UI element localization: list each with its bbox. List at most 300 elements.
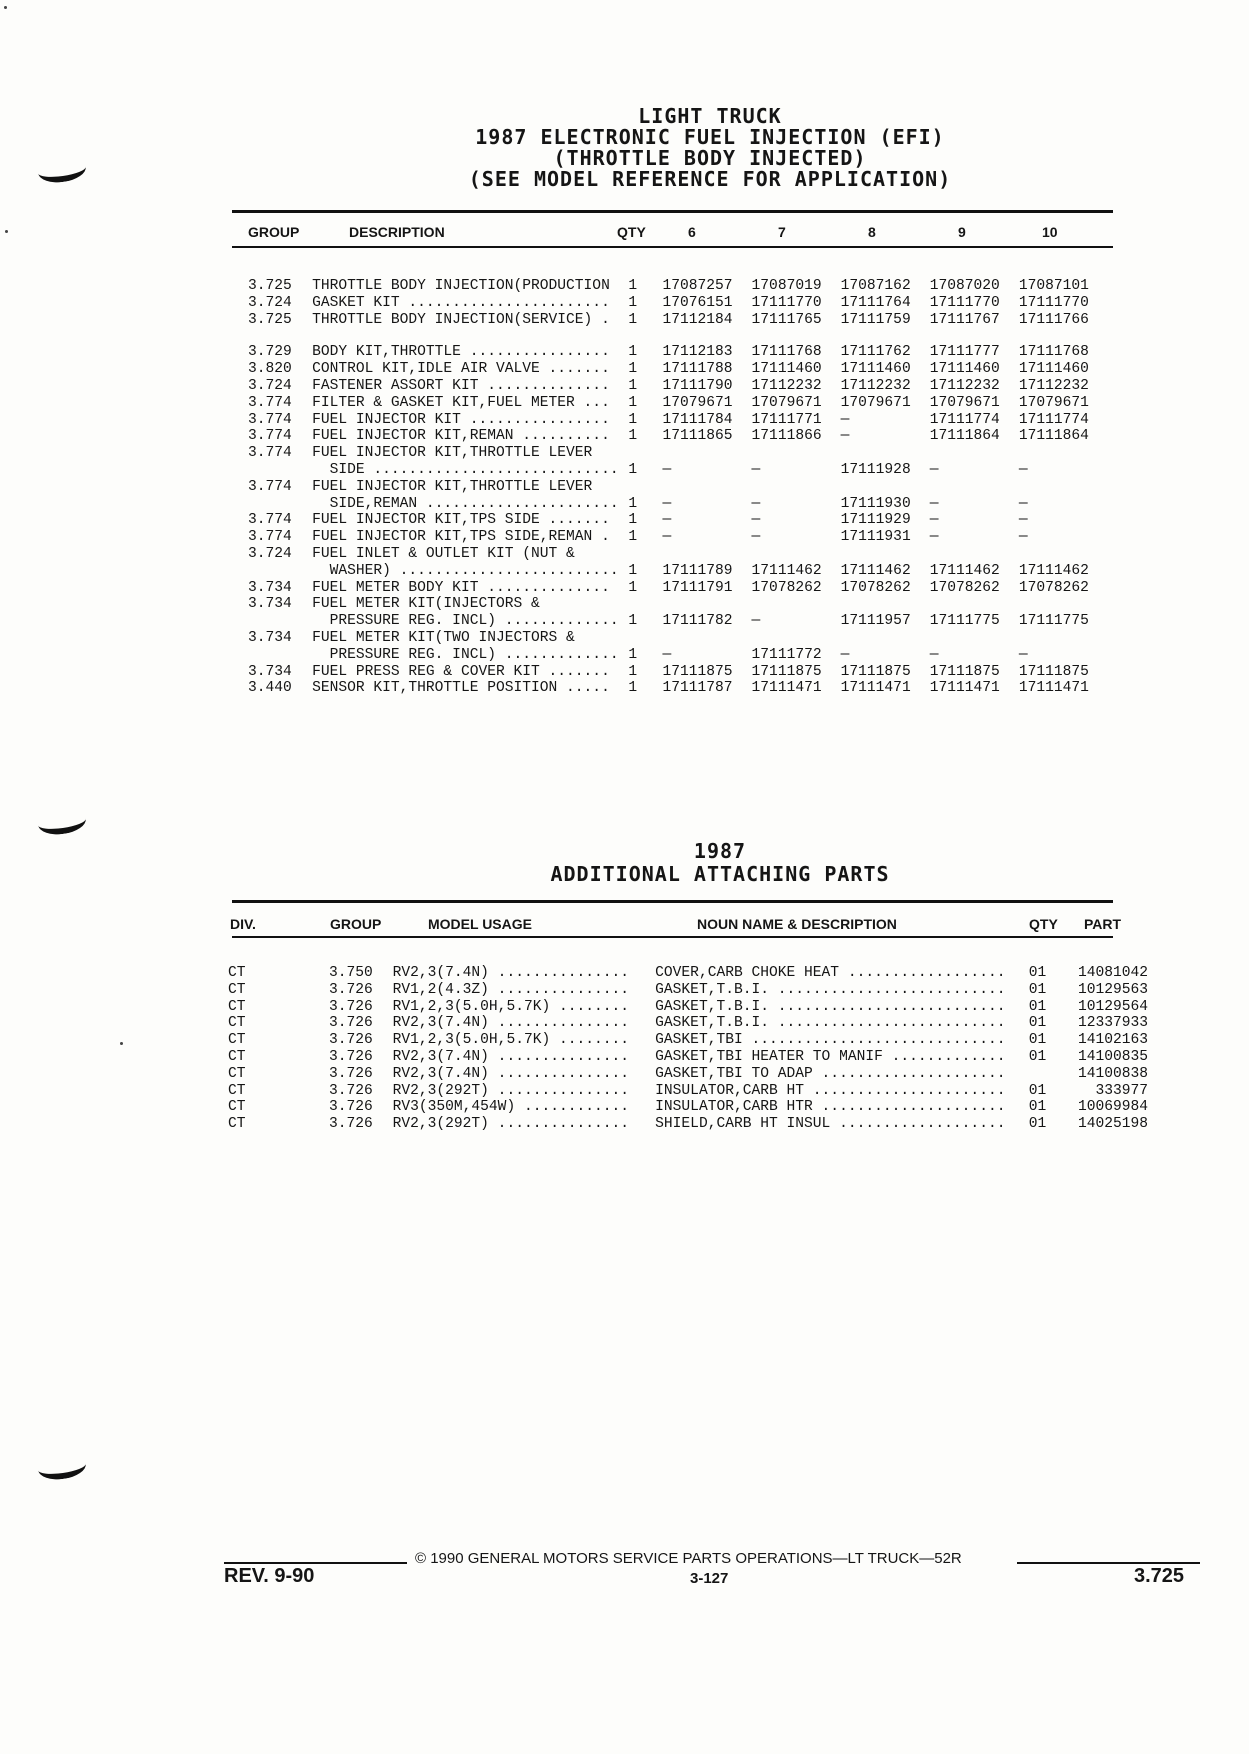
cell-part-6 xyxy=(662,546,751,563)
cell-part: 333977 xyxy=(1095,1082,1148,1099)
cell-part-8: 17078262 xyxy=(840,579,911,596)
cell-part: 14100835 xyxy=(1077,1048,1148,1065)
cell-part-8: 17111931 xyxy=(840,529,911,546)
cell-part-9: 17087020 xyxy=(929,278,1000,294)
cell-part-7: 17111875 xyxy=(751,663,822,680)
cell-description: FILTER & GASKET KIT,FUEL METER ... xyxy=(312,394,610,411)
cell-div: CT xyxy=(228,1082,246,1099)
cell-part-8: 17112232 xyxy=(840,377,911,394)
cell-part-10: — xyxy=(1018,646,1028,663)
cell-qty xyxy=(628,328,662,344)
cell-part: 10069984 xyxy=(1077,1099,1148,1116)
cell-description: PRESSURE REG. INCL) ............. xyxy=(312,646,619,663)
cell-part-10: 17111770 xyxy=(1018,294,1089,311)
cell-part-9 xyxy=(930,479,1019,496)
table-row xyxy=(248,647,1108,664)
cell-part: 14102163 xyxy=(1077,1032,1148,1049)
table-row xyxy=(248,445,1108,462)
cell-part-7: 17111462 xyxy=(751,562,822,579)
cell-part-10: 17111864 xyxy=(1018,428,1089,445)
cell-part-9: 17111864 xyxy=(929,428,1000,445)
cell-qty: 1 xyxy=(628,278,638,294)
cell-part-6: 17111791 xyxy=(662,579,733,596)
table-row xyxy=(228,1049,1148,1066)
cell-part-7 xyxy=(752,328,841,344)
table-row xyxy=(248,512,1108,529)
cell-part-7: 17111770 xyxy=(751,294,822,311)
cell-part-9: 17111777 xyxy=(929,344,1000,361)
cell-group: 3.774 xyxy=(248,445,292,462)
cell-qty: 1 xyxy=(628,394,638,411)
cell-part-8 xyxy=(841,546,930,563)
cell-part: 14081042 xyxy=(1077,965,1148,981)
cell-part-8: 17111460 xyxy=(840,361,911,378)
cell-group: 3.725 xyxy=(248,311,292,328)
cell-part-9 xyxy=(930,596,1019,613)
cell-div: CT xyxy=(228,1032,246,1049)
table-row xyxy=(248,580,1108,597)
attach-year: 1987 xyxy=(693,839,747,863)
cell-part-8 xyxy=(841,445,930,462)
cell-description: CONTROL KIT,IDLE AIR VALVE ....... xyxy=(312,361,610,378)
cell-div: CT xyxy=(228,1048,246,1065)
cell-part-8: 17111929 xyxy=(840,512,911,529)
cell-model-usage: RV1,2,3(5.0H,5.7K) ........ xyxy=(392,998,630,1015)
cell-qty: 01 xyxy=(1028,998,1047,1015)
table-row xyxy=(248,680,1108,697)
cell-group: 3.726 xyxy=(328,1082,373,1099)
cell-part-7: — xyxy=(751,613,761,630)
col-header-9: 9 xyxy=(958,224,966,240)
binder-hole-mark xyxy=(37,807,88,837)
cell-part-6: 17111787 xyxy=(662,680,733,697)
speck xyxy=(5,230,8,233)
table-header-rule xyxy=(232,246,1113,248)
cell-group: 3.820 xyxy=(248,361,292,378)
header-line-4: (SEE MODEL REFERENCE FOR APPLICATION) xyxy=(468,167,952,191)
cell-qty: 01 xyxy=(1028,965,1047,981)
cell-part-6: — xyxy=(662,646,672,663)
cell-part-7: — xyxy=(751,495,761,512)
cell-part-10: — xyxy=(1018,512,1028,529)
cell-part-7: 17111772 xyxy=(751,646,822,663)
cell-part-9: — xyxy=(929,512,939,529)
cell-description: SIDE,REMAN ...................... xyxy=(312,495,619,512)
table-row xyxy=(228,1032,1148,1049)
cell-noun: GASKET,TBI ............................. xyxy=(655,1032,1006,1049)
cell-group: 3.726 xyxy=(328,1065,373,1082)
cell-part-10: 17111462 xyxy=(1018,562,1089,579)
cell-group: 3.734 xyxy=(248,579,292,596)
cell-part-6: 17076151 xyxy=(662,294,733,311)
speck xyxy=(4,6,7,9)
footer-copyright: © 1990 GENERAL MOTORS SERVICE PARTS OPERATIONS—LT TRUCK—52R xyxy=(415,1550,962,1567)
table-row xyxy=(248,295,1108,312)
cell-group: 3.440 xyxy=(248,680,292,697)
cell-part-9 xyxy=(930,546,1019,563)
cell-noun: INSULATOR,CARB HTR ..................... xyxy=(655,1099,1006,1116)
cell-group: 3.734 xyxy=(248,663,292,680)
table-row xyxy=(248,328,1108,344)
cell-part-8 xyxy=(841,596,930,613)
cell-part-9: 17111875 xyxy=(929,663,1000,680)
cell-div: CT xyxy=(228,1099,246,1116)
cell-qty: 1 xyxy=(628,294,638,311)
cell-part-6: 17112184 xyxy=(662,311,733,328)
table-row xyxy=(248,378,1108,395)
cell-description: THROTTLE BODY INJECTION(SERVICE) . xyxy=(312,311,610,328)
cell-model-usage: RV2,3(7.4N) ............... xyxy=(392,1015,630,1032)
cell-part-8: 17111764 xyxy=(840,294,911,311)
attach-header-rule xyxy=(232,936,1113,938)
cell-part-8: 17111957 xyxy=(840,613,911,630)
col-header-model-usage: MODEL USAGE xyxy=(428,916,532,932)
cell-part-10: 17112232 xyxy=(1018,377,1089,394)
cell-part-8: 17111875 xyxy=(840,663,911,680)
cell-part-9: 17111774 xyxy=(929,411,1000,428)
cell-part-8: 17079671 xyxy=(840,394,911,411)
cell-description: FUEL INJECTOR KIT,TPS SIDE ....... xyxy=(312,512,610,529)
cell-part: 10129563 xyxy=(1077,981,1148,998)
attach-table xyxy=(228,965,1148,1133)
cell-qty: 1 xyxy=(628,344,638,361)
col-header-group: GROUP xyxy=(248,224,300,240)
cell-group: 3.734 xyxy=(248,629,292,646)
col-header-qty: QTY xyxy=(617,224,646,240)
cell-part-7: — xyxy=(751,461,761,478)
cell-qty xyxy=(628,546,662,563)
cell-model-usage: RV2,3(7.4N) ............... xyxy=(392,1065,630,1082)
table-row xyxy=(248,278,1108,295)
cell-part-9: 17112232 xyxy=(929,377,1000,394)
cell-description: FUEL METER KIT(TWO INJECTORS & xyxy=(312,629,575,646)
cell-part-9: 17111471 xyxy=(929,680,1000,697)
cell-part-8: 17111471 xyxy=(840,680,911,697)
cell-qty: 1 xyxy=(628,495,638,512)
binder-hole-mark xyxy=(37,1452,88,1482)
cell-qty xyxy=(628,479,662,496)
cell-part-7: — xyxy=(751,512,761,529)
col-header-noun: NOUN NAME & DESCRIPTION xyxy=(697,916,897,932)
cell-qty: 01 xyxy=(1028,1099,1047,1116)
cell-part-6 xyxy=(662,630,751,647)
cell-div: CT xyxy=(228,965,246,981)
cell-group xyxy=(248,328,312,344)
cell-noun: GASKET,T.B.I. .......................... xyxy=(655,998,1006,1015)
cell-part-7: 17078262 xyxy=(751,579,822,596)
cell-noun: GASKET,T.B.I. .......................... xyxy=(655,1015,1006,1032)
cell-group: 3.750 xyxy=(328,965,373,981)
cell-group: 3.726 xyxy=(328,1032,373,1049)
table-row xyxy=(228,1066,1148,1083)
cell-part-9: — xyxy=(929,461,939,478)
cell-qty: 1 xyxy=(628,377,638,394)
table-row xyxy=(248,613,1108,630)
table-row xyxy=(228,999,1148,1016)
cell-part-6: 17111790 xyxy=(662,377,733,394)
cell-group: 3.774 xyxy=(248,512,292,529)
cell-group: 3.774 xyxy=(248,411,292,428)
cell-part-6: — xyxy=(662,529,672,546)
cell-part-7: 17087019 xyxy=(751,278,822,294)
table-row xyxy=(248,546,1108,563)
cell-qty: 01 xyxy=(1028,1032,1047,1049)
binder-hole-mark xyxy=(37,155,88,185)
cell-part-9: 17111770 xyxy=(929,294,1000,311)
col-header-6: 6 xyxy=(688,224,696,240)
cell-description: SENSOR KIT,THROTTLE POSITION ..... xyxy=(312,680,610,697)
table-top-rule xyxy=(232,210,1113,213)
cell-part-10 xyxy=(1019,596,1108,613)
cell-model-usage: RV1,2,3(5.0H,5.7K) ........ xyxy=(392,1032,630,1049)
table-row xyxy=(248,596,1108,613)
cell-qty: 01 xyxy=(1028,981,1047,998)
col-header-8: 8 xyxy=(868,224,876,240)
table-row xyxy=(248,428,1108,445)
cell-group xyxy=(248,496,312,513)
table-row xyxy=(248,664,1108,681)
cell-part-10: 17111875 xyxy=(1018,663,1089,680)
col-header-qty2: QTY xyxy=(1029,916,1058,932)
cell-description: BODY KIT,THROTTLE ................ xyxy=(312,344,610,361)
cell-part-9: — xyxy=(929,495,939,512)
cell-part-10: 17078262 xyxy=(1018,579,1089,596)
cell-part-10 xyxy=(1019,546,1108,563)
cell-part-9 xyxy=(930,445,1019,462)
cell-part-10: 17111774 xyxy=(1018,411,1089,428)
cell-part-10: 17111471 xyxy=(1018,680,1089,697)
col-header-div: DIV. xyxy=(230,916,256,932)
cell-part-7 xyxy=(752,630,841,647)
cell-qty: 01 xyxy=(1028,1082,1047,1099)
cell-description: FUEL INJECTOR KIT,TPS SIDE,REMAN . xyxy=(312,529,610,546)
cell-part-10: 17087101 xyxy=(1018,278,1089,294)
cell-group xyxy=(248,563,312,580)
attach-title xyxy=(400,840,1040,886)
cell-part-8: 17111928 xyxy=(840,461,911,478)
cell-qty: 01 xyxy=(1028,1116,1047,1133)
cell-part-10 xyxy=(1019,445,1108,462)
cell-qty: 1 xyxy=(628,663,638,680)
cell-description: FUEL INJECTOR KIT,THROTTLE LEVER xyxy=(312,478,593,495)
cell-part: 14100838 xyxy=(1077,1065,1148,1082)
cell-part-7: 17111768 xyxy=(751,344,822,361)
cell-part-9: — xyxy=(929,646,939,663)
cell-div: CT xyxy=(228,1116,246,1133)
cell-part-6: 17112183 xyxy=(662,344,733,361)
cell-description: FUEL INJECTOR KIT,REMAN .......... xyxy=(312,428,610,445)
cell-part-6: 17087257 xyxy=(662,278,733,294)
attach-top-rule xyxy=(232,900,1113,903)
cell-model-usage: RV3(350M,454W) ............ xyxy=(392,1099,630,1116)
cell-part-9: 17111460 xyxy=(929,361,1000,378)
cell-description: FUEL METER KIT(INJECTORS & xyxy=(312,596,540,613)
cell-qty xyxy=(1029,1066,1067,1083)
cell-group: 3.726 xyxy=(328,1116,373,1133)
cell-part-9 xyxy=(930,630,1019,647)
cell-part-8: 17111759 xyxy=(840,311,911,328)
cell-part-9: — xyxy=(929,529,939,546)
table-row xyxy=(248,361,1108,378)
cell-part-8 xyxy=(841,630,930,647)
table-row xyxy=(228,1099,1148,1116)
table-row xyxy=(248,344,1108,361)
cell-qty: 1 xyxy=(628,579,638,596)
cell-group: 3.724 xyxy=(248,545,292,562)
cell-part-8: — xyxy=(840,411,850,428)
cell-group: 3.724 xyxy=(248,294,292,311)
cell-qty: 1 xyxy=(628,428,638,445)
cell-part-6: 17111788 xyxy=(662,361,733,378)
cell-part-10: — xyxy=(1018,529,1028,546)
table-row xyxy=(228,1116,1148,1133)
cell-qty xyxy=(628,445,662,462)
cell-noun: GASKET,TBI TO ADAP ..................... xyxy=(655,1065,1006,1082)
cell-part-9: 17078262 xyxy=(929,579,1000,596)
table-row xyxy=(248,395,1108,412)
cell-div: CT xyxy=(228,1015,246,1032)
cell-qty: 1 xyxy=(628,562,638,579)
page-number: 3-127 xyxy=(690,1570,729,1587)
cell-description: FUEL INJECTOR KIT ................ xyxy=(312,411,610,428)
cell-part-10: 17111768 xyxy=(1018,344,1089,361)
cell-group: 3.729 xyxy=(248,344,292,361)
cell-description: WASHER) ......................... xyxy=(312,562,619,579)
cell-part-6 xyxy=(662,479,751,496)
table-row xyxy=(248,462,1108,479)
cell-description xyxy=(312,328,628,344)
cell-part-7 xyxy=(752,596,841,613)
cell-qty: 01 xyxy=(1028,1015,1047,1032)
table-row xyxy=(248,563,1108,580)
cell-group: 3.724 xyxy=(248,377,292,394)
cell-part-10: — xyxy=(1018,495,1028,512)
parts-table xyxy=(248,278,1108,697)
section-number: 3.725 xyxy=(1134,1565,1185,1587)
cell-description: SIDE ............................ xyxy=(312,461,619,478)
page-header xyxy=(360,106,1060,190)
cell-model-usage: RV2,3(7.4N) ............... xyxy=(392,965,630,981)
cell-group: 3.726 xyxy=(328,1048,373,1065)
cell-part-7: — xyxy=(751,529,761,546)
cell-qty: 1 xyxy=(628,646,638,663)
cell-group: 3.774 xyxy=(248,529,292,546)
cell-part-6 xyxy=(662,328,751,344)
cell-description: FUEL INJECTOR KIT,THROTTLE LEVER xyxy=(312,445,593,462)
footer-rule-right xyxy=(1017,1562,1200,1564)
cell-qty: 1 xyxy=(628,411,638,428)
cell-div: CT xyxy=(228,981,246,998)
table-row xyxy=(248,479,1108,496)
cell-div: CT xyxy=(228,1065,246,1082)
cell-part: 12337933 xyxy=(1077,1015,1148,1032)
cell-group xyxy=(248,462,312,479)
table-row xyxy=(248,312,1108,329)
cell-part-7 xyxy=(752,445,841,462)
cell-qty: 1 xyxy=(628,361,638,378)
cell-part-7: 17111765 xyxy=(751,311,822,328)
cell-part-8: 17087162 xyxy=(840,278,911,294)
cell-part-6: — xyxy=(662,495,672,512)
cell-group: 3.726 xyxy=(328,998,373,1015)
cell-group: 3.734 xyxy=(248,596,292,613)
cell-part-6 xyxy=(662,596,751,613)
attach-heading: ADDITIONAL ATTACHING PARTS xyxy=(550,862,890,886)
col-header-7: 7 xyxy=(778,224,786,240)
col-header-part: PART xyxy=(1084,916,1122,932)
cell-part-10: 17079671 xyxy=(1018,394,1089,411)
cell-qty: 1 xyxy=(628,512,638,529)
cell-part-7 xyxy=(752,479,841,496)
cell-noun: GASKET,TBI HEATER TO MANIF ............. xyxy=(655,1048,1006,1065)
cell-noun: GASKET,T.B.I. .......................... xyxy=(655,981,1006,998)
cell-part-6: 17111784 xyxy=(662,411,733,428)
cell-description: PRESSURE REG. INCL) ............. xyxy=(312,613,619,630)
cell-part-10 xyxy=(1019,328,1108,344)
cell-part-6 xyxy=(662,445,751,462)
cell-part-9: 17111462 xyxy=(929,562,1000,579)
cell-part-8: 17111462 xyxy=(840,562,911,579)
col-header-description: DESCRIPTION xyxy=(349,224,445,240)
col-header-10: 10 xyxy=(1042,224,1058,240)
cell-part-8: — xyxy=(840,646,850,663)
table-row xyxy=(228,1015,1148,1032)
cell-group xyxy=(248,647,312,664)
cell-qty: 1 xyxy=(628,529,638,546)
table-row xyxy=(248,529,1108,546)
cell-part-8: — xyxy=(840,428,850,445)
cell-part-9: 17111775 xyxy=(929,613,1000,630)
cell-group: 3.774 xyxy=(248,478,292,495)
cell-description: FUEL INLET & OUTLET KIT (NUT & xyxy=(312,545,575,562)
cell-model-usage: RV2,3(292T) ............... xyxy=(392,1116,630,1133)
header-line-1: LIGHT TRUCK xyxy=(638,104,782,128)
cell-qty: 1 xyxy=(628,613,638,630)
col-header-group2: GROUP xyxy=(330,916,382,932)
table-row xyxy=(228,982,1148,999)
cell-part-10 xyxy=(1019,479,1108,496)
cell-model-usage: RV1,2(4.3Z) ............... xyxy=(392,981,630,998)
cell-part-6: 17111789 xyxy=(662,562,733,579)
cell-group: 3.726 xyxy=(328,1015,373,1032)
cell-part-10: 17111775 xyxy=(1018,613,1089,630)
cell-part-10: 17111460 xyxy=(1018,361,1089,378)
footer-rule-left xyxy=(224,1562,407,1564)
cell-group: 3.774 xyxy=(248,428,292,445)
cell-qty xyxy=(628,596,662,613)
cell-part-8: 17111930 xyxy=(840,495,911,512)
cell-description: FUEL METER BODY KIT .............. xyxy=(312,579,610,596)
cell-part-7: 17111771 xyxy=(751,411,822,428)
cell-part-8 xyxy=(841,328,930,344)
cell-part-7: 17111460 xyxy=(751,361,822,378)
cell-part-6: — xyxy=(662,512,672,529)
cell-part-6: 17111865 xyxy=(662,428,733,445)
cell-qty: 1 xyxy=(628,461,638,478)
table-row xyxy=(248,496,1108,513)
cell-part-8 xyxy=(841,479,930,496)
cell-part-7: 17111471 xyxy=(751,680,822,697)
cell-group: 3.774 xyxy=(248,394,292,411)
cell-part-7: 17112232 xyxy=(751,377,822,394)
header-line-2: 1987 ELECTRONIC FUEL INJECTION (EFI) xyxy=(475,125,945,149)
cell-description: FUEL PRESS REG & COVER KIT ....... xyxy=(312,663,610,680)
table-row xyxy=(248,412,1108,429)
table-row xyxy=(248,630,1108,647)
cell-qty xyxy=(628,630,662,647)
cell-part-9: 17079671 xyxy=(929,394,1000,411)
cell-part-9 xyxy=(930,328,1019,344)
